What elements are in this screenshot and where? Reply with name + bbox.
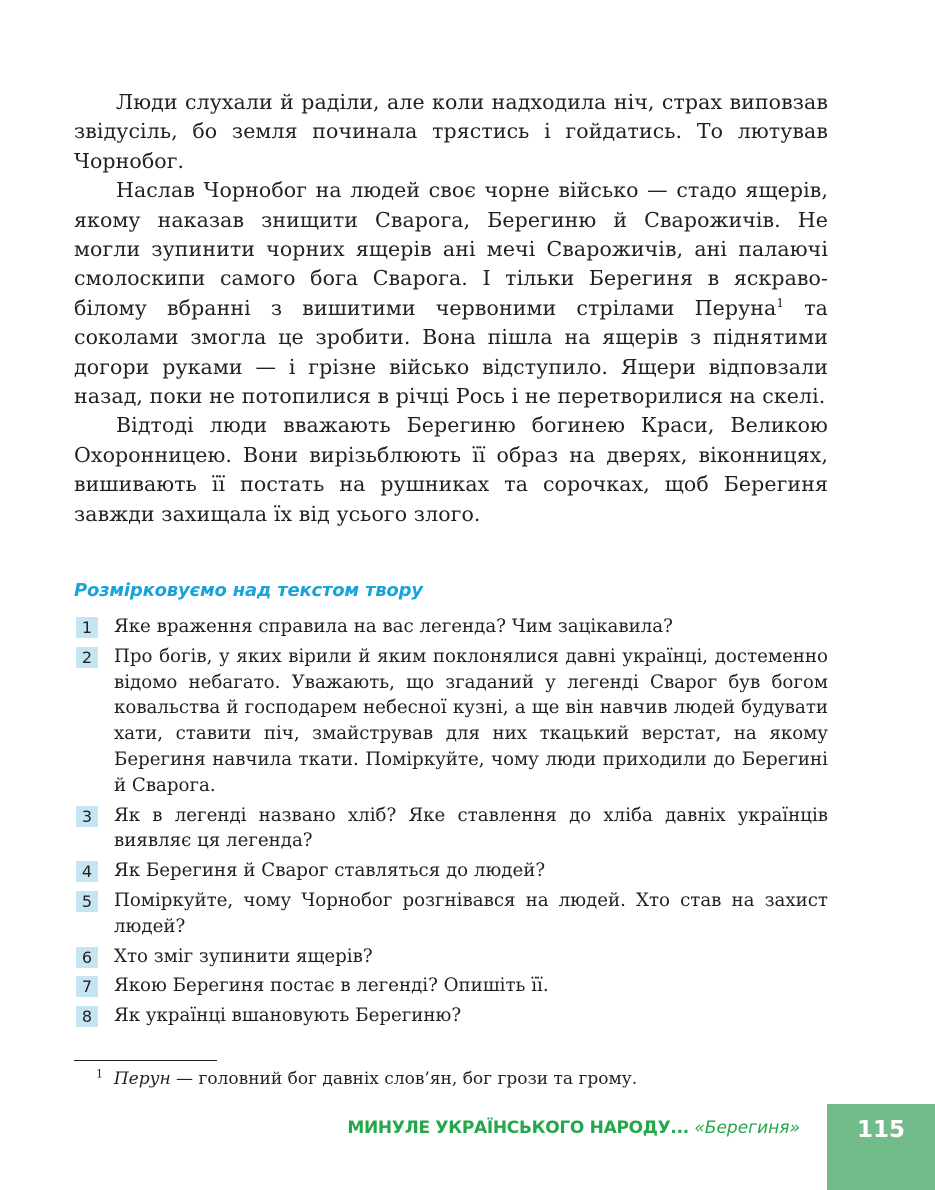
footnote-marker: 1 [96,1067,103,1081]
footnote [96,1067,637,1091]
footnote-term: Перун [113,1069,171,1089]
question-number: 7 [76,976,98,997]
question-number: 5 [76,891,98,912]
question-number: 6 [76,947,98,968]
question-text: Якою Берегиня постає в легенді? Опишіть її. [114,975,549,997]
question-text: Хто зміг зупинити ящерів? [114,945,373,967]
running-head [347,1118,800,1138]
paragraph-2-end: та соколами змогла це зробити. Вона пішла на ящерів з піднятими догори руками — і грізне військо відступило. Ящери відповзали назад, поки не потопилися в річці Рось і не перетворилися на скелі. [74,295,828,409]
question-number: 2 [76,647,98,668]
footnote-divider [74,1060,217,1061]
paragraph-3: Відтоді люди вважають Берегиню богинею Краси, Великою Охоронницею. Вони вирізьблюють її образ на дверях, віконницях, вишивають її постать на рушниках та сорочках, щоб Берегиня завжди захищала їх від усього злого. [74,413,828,526]
question-text: Як в легенді названо хліб? Яке ставлення до хліба давніх українців виявляє ця легенда? [114,804,828,852]
question-item [76,803,828,855]
question-number: 4 [76,861,98,882]
question-item [76,973,828,999]
question-item [76,858,828,884]
question-text: Яке враження справила на вас легенда? Чим зацікавила? [114,616,673,637]
question-item [76,944,828,970]
question-item [76,614,828,640]
section-heading: Розмірковуємо над текстом твору [74,580,423,601]
legend-text [74,88,828,529]
question-item [76,888,828,940]
page-number-box [827,1104,935,1190]
question-text: Про богів, у яких вірили й яким поклонялися давні українці, достеменно відомо небагато. Уважають, що згаданий у легенді Сварог був богом ковальства й господарем небесної кузні, а ще він навчив людей будувати хати, ставити піч, змайстрував для них ткацький верстат, на якому Берегиня навчила ткати. Поміркуйте, чому люди приходили до Берегині й Сварога. [114,645,828,796]
paragraph-2-start: Наслав Чорнобог на людей своє чорне військо — стадо ящерів, якому наказав знищити Сварога, Берегиню й Сварожичів. Не могли зупинити чорних ящерів ані мечі Сварожичів, ані палаючі смолоскипи самого бога Сварога. І тільки Берегиня в яскраво-білому вбранні з вишитими червоними стрілами Перуна [74,178,828,320]
paragraph-2 [74,176,828,411]
question-text: Поміркуйте, чому Чорнобог розгнівався на людей. Хто став на захист людей? [114,889,828,937]
running-head-part: МИНУЛЕ УКРАЇНСЬКОГО НАРОДУ... [347,1118,689,1138]
footnote-ref: 1 [776,296,785,311]
question-number: 8 [76,1006,98,1027]
footnote-text: — головний бог давніх слов’ян, бог грози та грому. [170,1069,638,1089]
running-head-title: «Берегиня» [694,1118,800,1138]
question-item [76,1003,828,1029]
question-text: Як українці вшановують Берегиню? [114,1005,462,1027]
question-text: Як Берегиня й Сварог ставляться до людей? [114,860,546,882]
question-number: 1 [76,617,98,638]
page-number: 115 [856,1117,905,1143]
paragraph-1: Люди слухали й раділи, але коли надходила ніч, страх виповзав звідусіль, бо земля починала трястись і гойдатись. То лютував Чорнобог. [74,90,828,173]
question-number: 3 [76,806,98,827]
question-list [76,614,828,1033]
question-item [76,644,828,799]
